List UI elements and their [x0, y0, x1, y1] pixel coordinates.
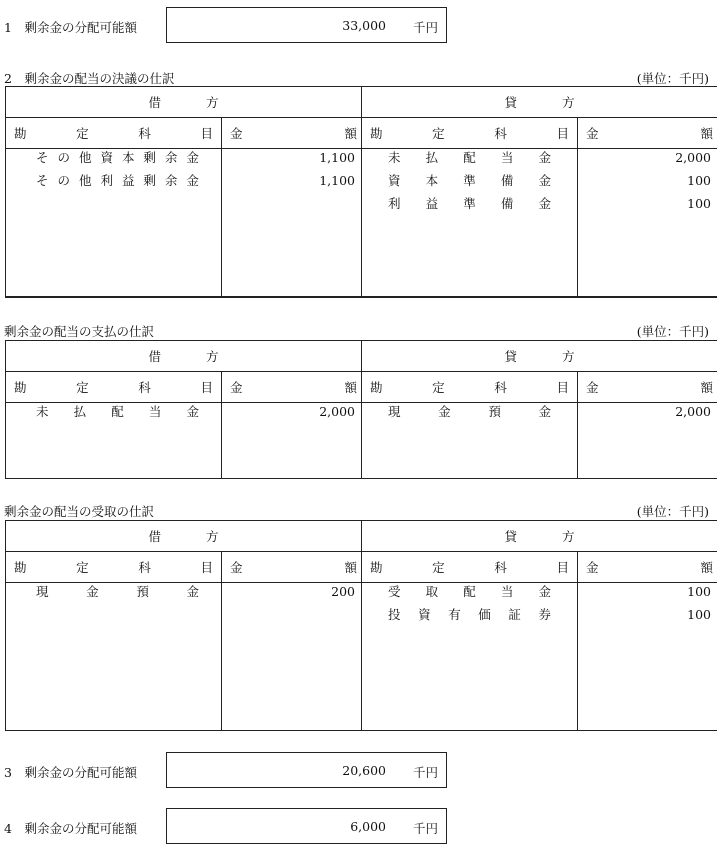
credit-amounts: [578, 149, 717, 297]
section-2-title: 2 剰余金の配当の決議の仕訳: [4, 71, 175, 86]
header-char: 額: [344, 380, 357, 395]
debit-accounts: [6, 149, 222, 297]
credit-accounts: [362, 149, 578, 297]
debit-amount-col-header: [222, 552, 362, 583]
header-char: 勘: [14, 126, 27, 141]
credit-account-col-header: [362, 372, 578, 403]
header-char: 勘: [370, 380, 383, 395]
credit-account-col-header: [362, 552, 578, 583]
amount-value: 1,100: [319, 173, 355, 188]
section-1-amount-box: [166, 7, 447, 43]
amount-value: 200: [331, 584, 355, 599]
header-char: 貸: [504, 529, 518, 544]
amount-value: 100: [687, 584, 711, 599]
header-char: 金: [586, 380, 599, 395]
header-char: 額: [344, 126, 357, 141]
header-char: 額: [700, 126, 713, 141]
header-char: 目: [556, 126, 569, 141]
credit-account-col-header: [362, 118, 578, 149]
section-2c-title: 剰余金の配当の受取の仕訳: [4, 504, 155, 519]
account-name: 現 金 預 金: [388, 404, 551, 419]
credit-amount-col-header: [578, 118, 717, 149]
debit-amounts: [222, 149, 362, 297]
amount-value: 2,000: [675, 404, 711, 419]
amount-value: 1,100: [319, 150, 355, 165]
section-2b-unit-note: (単位：千円): [636, 324, 709, 339]
account-name: 未 払 配 当 金: [36, 404, 199, 419]
header-char: 定: [76, 380, 89, 395]
credit-amount-col-header: [578, 552, 717, 583]
header-char: 勘: [370, 560, 383, 575]
account-name: そ の 他 資 本 剰 余 金: [36, 150, 199, 165]
debit-account-col-header: [6, 372, 222, 403]
header-char: 方: [561, 95, 575, 110]
section-1-value: 33,000: [342, 18, 386, 33]
header-char: 目: [556, 380, 569, 395]
amount-value: 100: [687, 173, 711, 188]
header-char: 科: [494, 560, 507, 575]
header-char: 定: [432, 126, 445, 141]
credit-header: [362, 521, 717, 552]
header-char: 定: [76, 126, 89, 141]
header-char: 借: [148, 349, 162, 364]
header-char: 借: [148, 529, 162, 544]
header-char: 額: [700, 560, 713, 575]
section-4-label: 4 剰余金の分配可能額: [4, 821, 137, 836]
header-char: 借: [148, 95, 162, 110]
header-char: 目: [200, 380, 213, 395]
amount-value: 2,000: [675, 150, 711, 165]
account-name: 資 本 準 備 金: [388, 173, 551, 188]
debit-amount-col-header: [222, 118, 362, 149]
header-char: 金: [230, 560, 243, 575]
header-char: 貸: [504, 349, 518, 364]
account-name: そ の 他 利 益 剰 余 金: [36, 173, 199, 188]
amount-value: 2,000: [319, 404, 355, 419]
debit-accounts: [6, 583, 222, 731]
header-char: 科: [494, 380, 507, 395]
header-char: 科: [138, 126, 151, 141]
header-char: 定: [76, 560, 89, 575]
journal-table-receipt: [5, 520, 717, 731]
account-name: 投 資 有 価 証 券: [388, 607, 551, 622]
debit-amounts: [222, 583, 362, 731]
debit-header: [6, 521, 362, 552]
header-char: 方: [205, 529, 219, 544]
section-2-unit-note: (単位：千円): [636, 71, 709, 86]
account-name: 利 益 準 備 金: [388, 196, 551, 211]
header-char: 金: [230, 126, 243, 141]
header-char: 勘: [370, 126, 383, 141]
section-3-label: 3 剰余金の分配可能額: [4, 765, 137, 780]
header-char: 方: [561, 529, 575, 544]
header-char: 金: [586, 560, 599, 575]
account-name: 現 金 預 金: [36, 584, 199, 599]
header-char: 額: [700, 380, 713, 395]
credit-amount-col-header: [578, 372, 717, 403]
section-2b-title: 剰余金の配当の支払の仕訳: [4, 324, 155, 339]
debit-accounts: [6, 403, 222, 479]
credit-accounts: [362, 403, 578, 479]
header-char: 勘: [14, 560, 27, 575]
debit-header: [6, 341, 362, 372]
header-char: 科: [138, 560, 151, 575]
header-char: 金: [586, 126, 599, 141]
section-4-unit: 千円: [412, 821, 438, 836]
debit-amounts: [222, 403, 362, 479]
header-char: 目: [556, 560, 569, 575]
section-4-value: 6,000: [350, 819, 386, 834]
credit-header: [362, 341, 717, 372]
debit-amount-col-header: [222, 372, 362, 403]
debit-account-col-header: [6, 118, 222, 149]
section-2c-unit-note: (単位：千円): [636, 504, 709, 519]
header-char: 目: [200, 126, 213, 141]
credit-accounts: [362, 583, 578, 731]
amount-value: 100: [687, 196, 711, 211]
section-3-value: 20,600: [342, 763, 386, 778]
header-char: 定: [432, 560, 445, 575]
header-char: 金: [230, 380, 243, 395]
credit-header: [362, 87, 717, 118]
header-char: 科: [494, 126, 507, 141]
account-name: 受 取 配 当 金: [388, 584, 551, 599]
header-char: 勘: [14, 380, 27, 395]
header-char: 額: [344, 560, 357, 575]
section-1-label: 1 剰余金の分配可能額: [4, 20, 137, 35]
journal-table-payment: [5, 340, 717, 479]
amount-value: 100: [687, 607, 711, 622]
section-1-unit: 千円: [412, 20, 438, 35]
journal-table-resolution: [5, 86, 717, 298]
header-char: 貸: [504, 95, 518, 110]
debit-header: [6, 87, 362, 118]
header-char: 方: [561, 349, 575, 364]
header-char: 目: [200, 560, 213, 575]
account-name: 未 払 配 当 金: [388, 150, 551, 165]
header-char: 方: [205, 349, 219, 364]
debit-account-col-header: [6, 552, 222, 583]
header-char: 科: [138, 380, 151, 395]
section-3-amount-box: [166, 752, 447, 788]
section-3-unit: 千円: [412, 765, 438, 780]
credit-amounts: [578, 583, 717, 731]
header-char: 定: [432, 380, 445, 395]
credit-amounts: [578, 403, 717, 479]
section-4-amount-box: [166, 808, 447, 844]
header-char: 方: [205, 95, 219, 110]
